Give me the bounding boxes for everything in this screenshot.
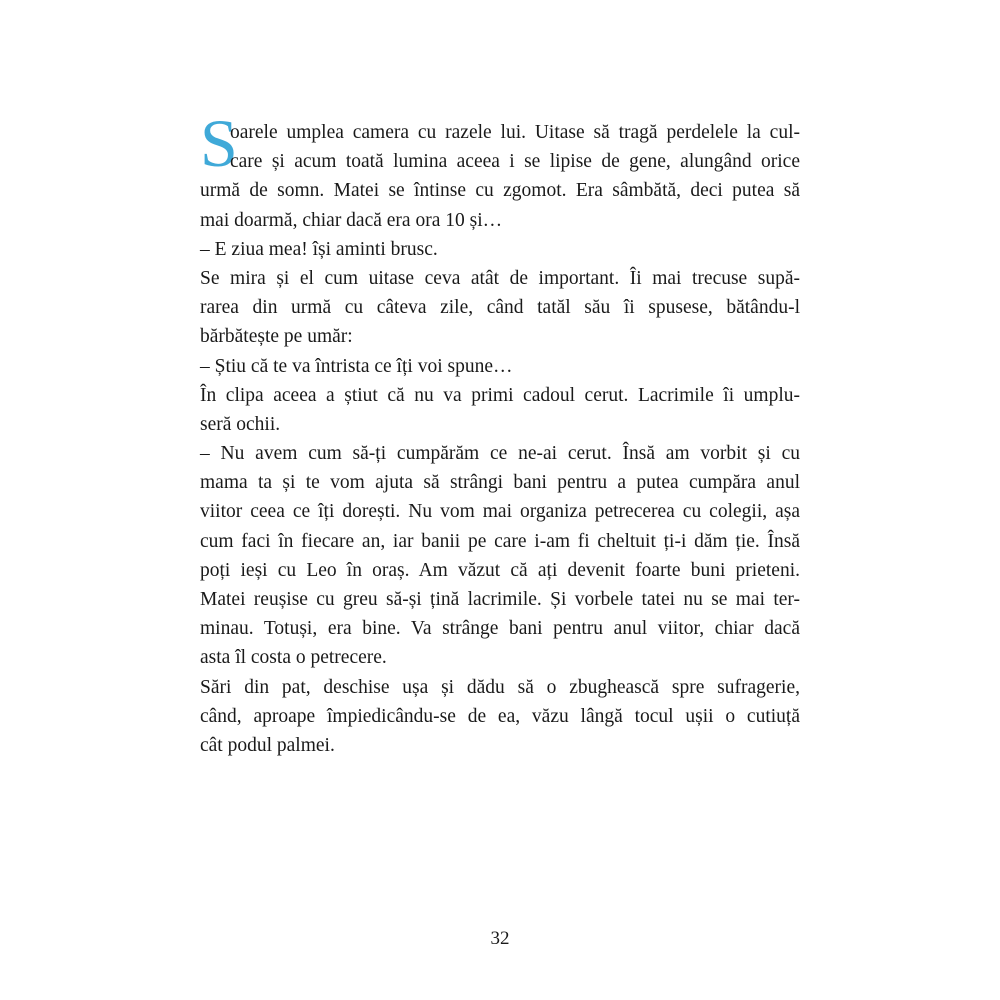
text-line: În clipa aceea a știut că nu va primi cadoul cerut. Lacrimile îi umplu-	[200, 384, 800, 406]
text-line: Matei reușise cu greu să-și țină lacrimile. Și vorbele tatei nu se mai ter-	[200, 589, 800, 610]
drop-cap: S	[200, 105, 238, 181]
text-line: – Nu avem cum să-ți cumpărăm ce ne-ai cerut. Însă am vorbit și cu	[200, 443, 800, 465]
text-line: când, aproape împiedicându-se de ea, văzu lângă tocul ușii o cutiuță	[200, 705, 800, 727]
text-line: viitor ceea ce îți dorești. Nu vom mai organiza petrecerea cu colegii, așa	[200, 501, 800, 523]
text-line: rarea din urmă cu câteva zile, când tatăl său îi spusese, bătându-l	[200, 297, 800, 319]
text-line: asta îl costa o petrecere.	[200, 647, 387, 669]
text-line: mai doarmă, chiar dacă era ora 10 și…	[200, 209, 503, 231]
text-line: minau. Totuși, era bine. Va strânge bani pentru anul viitor, chiar dacă	[200, 618, 800, 640]
body-text	[200, 118, 800, 760]
text-line: poți ieși cu Leo în oraș. Am văzut că ați devenit foarte buni prieteni.	[200, 559, 800, 581]
text-line: bărbătește pe umăr:	[200, 326, 353, 348]
text-line: cât podul palmei.	[200, 734, 335, 756]
text-line: Se mira și el cum uitase ceva atât de important. Îi mai trecuse supă-	[200, 267, 800, 289]
text-line: urmă de somn. Matei se întinse cu zgomot. Era sâmbătă, deci putea să	[200, 180, 800, 202]
text-line: seră ochii.	[200, 413, 281, 435]
text-line: Sări din pat, deschise ușa și dădu să o zbughească spre sufragerie,	[200, 676, 800, 698]
text-line: – Știu că te va întrista ce îți voi spune…	[200, 355, 513, 377]
text-line: care și acum toată lumina aceea i se lipise de gene, alungând orice	[230, 151, 800, 173]
text-line: oarele umplea camera cu razele lui. Uitase să tragă perdelele la cul-	[230, 122, 800, 143]
page-number: 32	[490, 928, 510, 949]
text-line: – E ziua mea! își aminti brusc.	[200, 238, 438, 260]
text-line: mama ta și te vom ajuta să strângi bani pentru a putea cumpăra anul	[200, 472, 800, 494]
text-line: cum faci în fiecare an, iar banii pe care i-am fi cheltuit ți-i dăm ție. Însă	[200, 530, 800, 552]
